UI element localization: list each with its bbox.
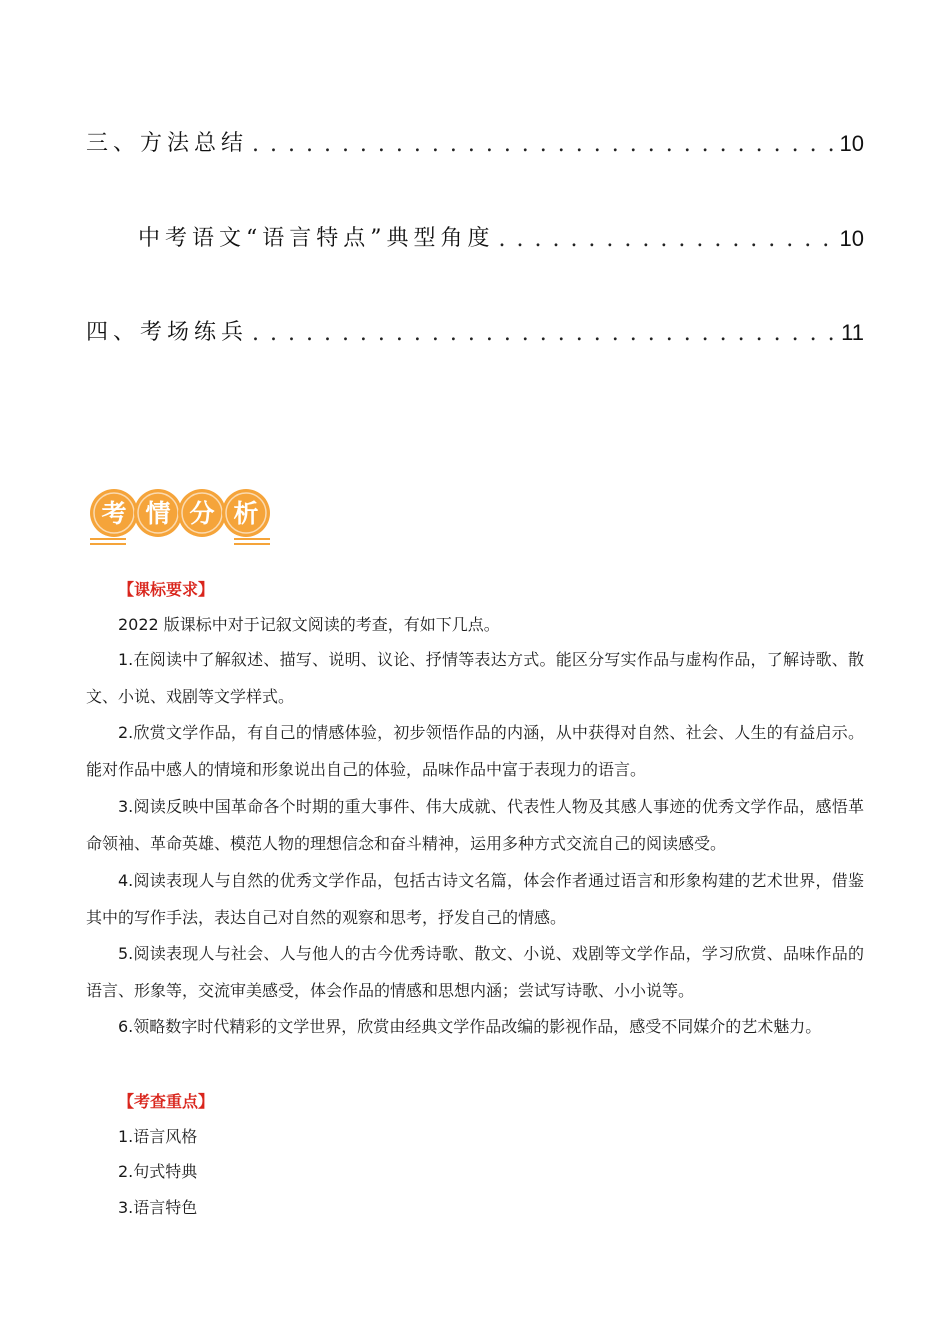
- banner-char: 考: [101, 499, 127, 528]
- toc-entry[interactable]: [138, 221, 864, 252]
- section-banner: [88, 487, 272, 549]
- focus-item: 2.句式特典: [118, 1162, 198, 1181]
- toc-leader-dots: [248, 321, 839, 346]
- banner-badge: [90, 489, 138, 537]
- toc-leader-dots: [248, 132, 838, 157]
- curriculum-item: 2.欣赏文学作品，有自己的情感体验，初步领悟作品的内涵，从中获得对自然、社会、人生的有益启示。能对作品中感人的情境和形象说出自己的体验，品味作品中富于表现力的语言。: [86, 723, 864, 779]
- toc-entry[interactable]: [86, 315, 864, 346]
- curriculum-item: 1.在阅读中了解叙述、描写、说明、议论、抒情等表达方式。能区分写实作品与虚构作品，了解诗歌、散文、小说、戏剧等文学样式。: [86, 650, 864, 706]
- toc-label: 三、方法总结: [86, 131, 249, 156]
- toc-page-number: 10: [839, 226, 864, 251]
- toc-page-number: 10: [839, 131, 864, 156]
- focus-heading: 【考查重点】: [118, 1092, 215, 1111]
- focus-item: 1.语言风格: [118, 1127, 198, 1146]
- curriculum-item: 6.领略数字时代精彩的文学世界，欣赏由经典文学作品改编的影视作品，感受不同媒介的艺术魅力。: [118, 1017, 822, 1036]
- banner-char: 分: [189, 499, 215, 528]
- curriculum-item: 5.阅读表现人与社会、人与他人的古今优秀诗歌、散文、小说、戏剧等文学作品，学习欣赏、品味作品的语言、形象等，交流审美感受，体会作品的情感和思想内涵；尝试写诗歌、小小说等。: [86, 944, 864, 1000]
- banner-badge: [134, 489, 182, 537]
- banner-char: 情: [145, 499, 171, 528]
- focus-item: 3.语言特色: [118, 1198, 198, 1217]
- banner-badge: [178, 489, 226, 537]
- banner-badge: [222, 489, 270, 537]
- toc-leader-dots: [495, 227, 838, 252]
- curriculum-intro: 2022 版课标中对于记叙文阅读的考查，有如下几点。: [118, 615, 500, 634]
- curriculum-item: 3.阅读反映中国革命各个时期的重大事件、伟大成就、代表性人物及其感人事迹的优秀文学作品，感悟革命领袖、革命英雄、模范人物的理想信念和奋斗精神，运用多种方式交流自己的阅读感受。: [86, 797, 864, 853]
- toc-entry[interactable]: [86, 126, 864, 157]
- curriculum-item: 4.阅读表现人与自然的优秀文学作品，包括古诗文名篇，体会作者通过语言和形象构建的艺术世界，借鉴其中的写作手法，表达自己对自然的观察和思考，抒发自己的情感。: [86, 871, 864, 927]
- toc-label: 四、考场练兵: [86, 320, 249, 345]
- toc-page-number: 11: [841, 320, 864, 345]
- curriculum-heading: 【课标要求】: [118, 580, 215, 599]
- banner-char: 析: [233, 499, 259, 528]
- toc-label: 中考语文“语言特点”典型角度: [138, 226, 495, 251]
